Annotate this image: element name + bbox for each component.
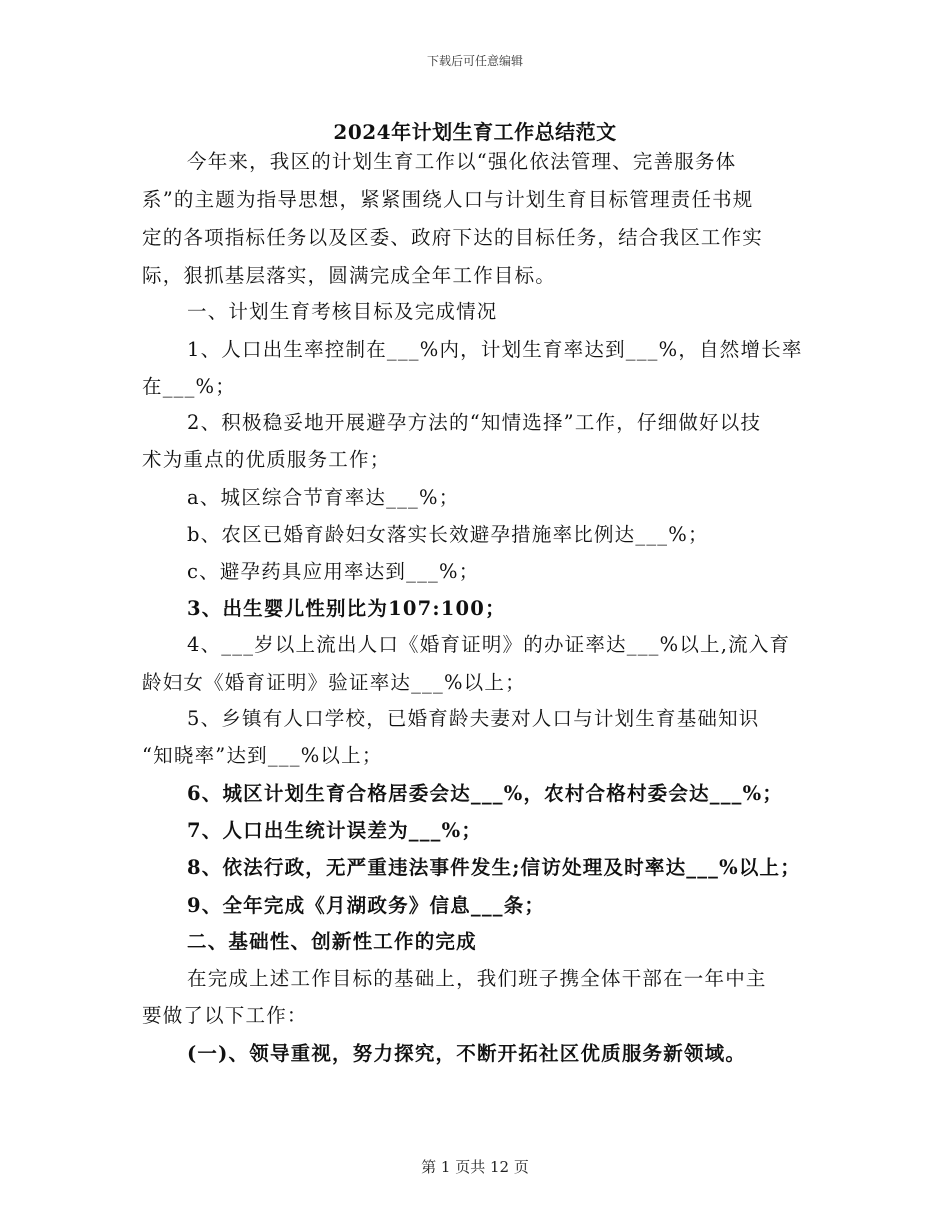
list-item-continuation: 术为重点的优质服务工作；: [142, 448, 391, 471]
sub-item: b、农区已婚育龄妇女落实长效避孕措施率比例达___%；: [187, 523, 709, 546]
section-heading: 一、计划生育考核目标及完成情况: [187, 300, 498, 323]
list-item-bold: 7、人口出生统计误差为___%；: [187, 819, 483, 842]
sub-item: c、避孕药具应用率达到___%；: [187, 560, 480, 583]
list-item: 4、___岁以上流出人口《婚育证明》的办证率达___%以上,流入育: [187, 633, 791, 656]
document-title: 2024年计划生育工作总结范文: [333, 120, 617, 144]
download-note: 下载后可任意编辑: [426, 54, 523, 68]
list-item-bold: 6、城区计划生育合格居委会达___%，农村合格村委会达___%；: [187, 782, 784, 805]
paragraph-line: 要做了以下工作：: [142, 1004, 308, 1027]
list-item: 5、乡镇有人口学校，已婚育龄夫妻对人口与计划生育基础知识: [187, 707, 760, 730]
list-item: 1、人口出生率控制在___%内，计划生育率达到___%，自然增长率: [187, 338, 803, 361]
paragraph-line: 今年来，我区的计划生育工作以“强化依法管理、完善服务体: [187, 150, 737, 173]
list-item-bold: 9、全年完成《月湖政务》信息___条；: [187, 894, 546, 917]
list-item-continuation: 龄妇女《婚育证明》验证率达___%以上；: [142, 671, 526, 694]
list-item-continuation: 在___%；: [142, 375, 236, 398]
list-item-bold: 3、出生婴儿性别比为107:100；: [187, 597, 506, 620]
list-item-continuation: “知晓率”达到___%以上；: [142, 744, 383, 767]
page-number-footer: 第 1 页共 12 页: [421, 1158, 529, 1176]
list-item: 2、积极稳妥地开展避孕方法的“知情选择”工作，仔细做好以技: [187, 411, 762, 434]
paragraph-line: 定的各项指标任务以及区委、政府下达的目标任务，结合我区工作实: [142, 226, 764, 249]
paragraph-line: 系”的主题为指导思想，紧紧围绕人口与计划生育目标管理责任书规: [142, 188, 754, 211]
paragraph-line: 在完成上述工作目标的基础上，我们班子携全体干部在一年中主: [187, 967, 767, 990]
list-item-bold: 8、依法行政，无严重违法事件发生;信访处理及时率达___%以上；: [187, 856, 801, 879]
subsection-heading: (一)、领导重视，努力探究，不断开拓社区优质服务新领域。: [187, 1042, 747, 1065]
paragraph-line: 际，狠抓基层落实，圆满完成全年工作目标。: [142, 264, 557, 287]
sub-item: a、城区综合节育率达___%；: [187, 486, 460, 509]
section-heading: 二、基础性、创新性工作的完成: [187, 930, 477, 953]
